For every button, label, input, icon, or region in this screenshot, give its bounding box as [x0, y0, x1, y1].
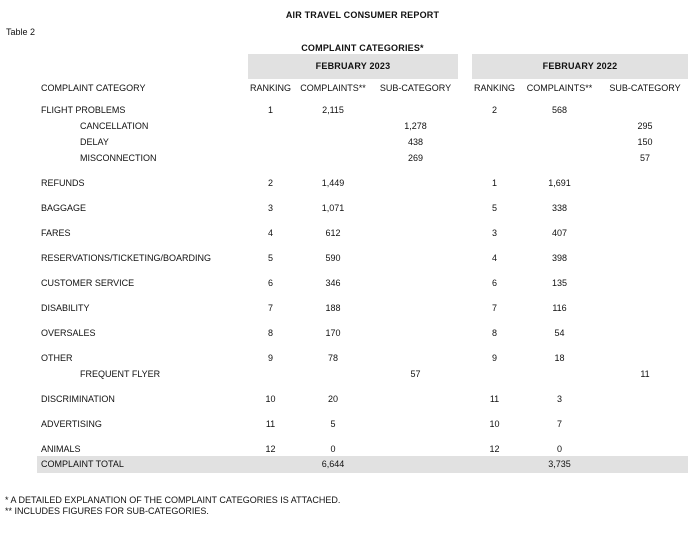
- subcategory-2022-cell: [602, 177, 688, 190]
- table-row: [37, 277, 688, 290]
- ranking-2023-cell: [248, 120, 293, 133]
- total-complaints-2022-cell: 3,735: [548, 459, 571, 469]
- ranking-2023-cell: 1: [267, 105, 273, 115]
- complaints-2023-cell: [293, 368, 373, 381]
- ranking-2023-cell: [248, 368, 293, 381]
- category-cell: ADVERTISING: [41, 419, 102, 429]
- subcategory-2023-cell: [373, 443, 458, 456]
- ranking-2022-cell: [472, 120, 517, 133]
- complaints-2023-cell: 78: [327, 353, 338, 363]
- category-cell: FREQUENT FLYER: [80, 369, 161, 379]
- ranking-2023-cell: 4: [267, 228, 273, 238]
- period-band-feb-2022: FEBRUARY 2022: [472, 54, 688, 79]
- complaints-2022-cell: 398: [551, 253, 568, 263]
- complaints-2022-cell: 54: [554, 328, 565, 338]
- subcategory-2023-cell: 438: [407, 137, 424, 147]
- ranking-2023-cell: 9: [267, 353, 273, 363]
- complaints-2023-cell: 2,115: [322, 105, 344, 115]
- period-band-feb-2023: FEBRUARY 2023: [248, 54, 458, 79]
- subcategory-2022-cell: [602, 352, 688, 365]
- table-row: [37, 443, 688, 456]
- complaints-2023-cell: [293, 136, 373, 149]
- subcategory-2022-cell: [602, 252, 688, 265]
- complaints-2022-cell: 1,691: [548, 178, 571, 188]
- table-row: [37, 368, 688, 381]
- ranking-2023-cell: [248, 136, 293, 149]
- complaints-2023-header: COMPLAINTS**: [300, 83, 366, 93]
- table-row: [37, 418, 688, 431]
- table-row: [37, 352, 688, 365]
- subcategory-2023-cell: 1,278: [404, 121, 427, 131]
- complaints-2022-cell: 116: [552, 303, 567, 313]
- subcategory-2023-cell: [373, 302, 458, 315]
- ranking-2022-cell: 3: [491, 228, 497, 238]
- ranking-2022-cell: 7: [491, 303, 497, 313]
- complaints-2022-cell: 568: [551, 105, 568, 115]
- column-gap: [458, 418, 472, 431]
- period-header-row: [37, 54, 688, 79]
- subcategory-2023-cell: [373, 104, 458, 117]
- subcategory-2022-cell: [602, 227, 688, 240]
- table-number-label: Table 2: [6, 27, 36, 37]
- report-title: AIR TRAVEL CONSUMER REPORT: [285, 10, 440, 20]
- ranking-2023-cell: 6: [267, 278, 273, 288]
- footnotes: [5, 495, 700, 517]
- table-row: [37, 202, 688, 215]
- column-gap: [458, 327, 472, 340]
- ranking-2023-cell: 2: [267, 178, 273, 188]
- category-cell: OTHER: [41, 353, 73, 363]
- table-row: [37, 227, 688, 240]
- complaints-2023-cell: 590: [325, 253, 341, 263]
- subcategory-2022-cell: [602, 277, 688, 290]
- column-gap: [458, 368, 472, 381]
- column-gap: [458, 120, 472, 133]
- ranking-2023-cell: 7: [267, 303, 273, 313]
- subcategory-2023-cell: [373, 202, 458, 215]
- subcategory-2022-cell: [602, 202, 688, 215]
- complaints-2022-cell: [517, 120, 602, 133]
- category-cell: CANCELLATION: [80, 121, 149, 131]
- subcategory-2022-cell: [602, 302, 688, 315]
- total-complaints-2023-cell: 6,644: [321, 459, 345, 469]
- ranking-2022-cell: [472, 152, 517, 165]
- column-gap: [458, 456, 472, 473]
- ranking-2023-header: RANKING: [249, 83, 291, 93]
- table-row: [37, 136, 688, 149]
- ranking-2022-cell: 6: [491, 278, 497, 288]
- ranking-2022-cell: 1: [491, 178, 497, 188]
- ranking-2022-cell: [472, 136, 517, 149]
- complaints-2022-cell: 3: [556, 394, 562, 404]
- column-gap: [458, 352, 472, 365]
- complaints-2023-cell: 1,449: [321, 178, 345, 188]
- complaints-2023-cell: 5: [330, 419, 336, 429]
- column-gap: [458, 252, 472, 265]
- column-gap: [458, 104, 472, 117]
- subcategory-2022-cell: 57: [639, 153, 650, 163]
- category-cell: ANIMALS: [41, 444, 81, 454]
- ranking-2023-cell: 10: [265, 394, 276, 404]
- complaints-2023-cell: 20: [327, 394, 338, 404]
- subcategory-2022-cell: [602, 104, 688, 117]
- column-gap: [458, 152, 472, 165]
- ranking-2022-cell: 9: [491, 353, 497, 363]
- complaints-2022-cell: 7: [556, 419, 562, 429]
- subcategory-2022-cell: 11: [640, 369, 650, 379]
- column-header-row: [37, 82, 688, 95]
- ranking-2022-cell: [472, 368, 517, 381]
- ranking-2022-cell: 11: [489, 394, 500, 404]
- subcategory-2023-cell: [373, 177, 458, 190]
- total-ranking-2022-cell: [472, 456, 517, 473]
- category-cell: DISABILITY: [41, 303, 90, 313]
- subcategory-2023-cell: [373, 393, 458, 406]
- table-title: COMPLAINT CATEGORIES*: [301, 43, 424, 53]
- complaints-2022-cell: 18: [554, 353, 565, 363]
- subcategory-2022-header: SUB-CATEGORY: [609, 83, 681, 93]
- complaints-2022-cell: [517, 368, 602, 381]
- ranking-2023-cell: [248, 152, 293, 165]
- total-label: COMPLAINT TOTAL: [41, 459, 124, 469]
- column-gap: [458, 393, 472, 406]
- footnote-categories-attached: * A DETAILED EXPLANATION OF THE COMPLAINT CATEGORIES IS ATTACHED.: [5, 495, 341, 505]
- subcategory-2022-cell: [602, 327, 688, 340]
- footnote-subcategories: ** INCLUDES FIGURES FOR SUB-CATEGORIES.: [5, 506, 209, 516]
- complaints-2022-cell: 135: [551, 278, 568, 288]
- table-row: [37, 177, 688, 190]
- table-row: [37, 252, 688, 265]
- subcategory-2023-header: SUB-CATEGORY: [379, 83, 452, 93]
- complaints-2023-cell: [293, 120, 373, 133]
- complaints-2023-cell: 612: [325, 228, 341, 238]
- column-gap: [458, 443, 472, 456]
- complaints-2022-cell: [517, 136, 602, 149]
- ranking-2023-cell: 12: [265, 444, 276, 454]
- ranking-2022-header: RANKING: [473, 83, 515, 93]
- column-gap: [458, 277, 472, 290]
- subcategory-2022-cell: [602, 393, 688, 406]
- ranking-2022-cell: 4: [491, 253, 497, 263]
- total-ranking-2023-cell: [248, 456, 293, 473]
- ranking-2022-cell: 5: [491, 203, 497, 213]
- complaints-2022-cell: [517, 152, 602, 165]
- category-cell: OVERSALES: [41, 328, 96, 338]
- table-row: [37, 327, 688, 340]
- category-cell: REFUNDS: [41, 178, 85, 188]
- complaints-2022-cell: 407: [551, 228, 568, 238]
- column-gap: [458, 82, 472, 95]
- column-gap: [458, 227, 472, 240]
- table-row: [37, 302, 688, 315]
- ranking-2023-cell: 5: [267, 253, 273, 263]
- complaints-2023-cell: [293, 152, 373, 165]
- ranking-2022-cell: 10: [489, 419, 500, 429]
- complaints-2022-cell: 0: [556, 444, 562, 454]
- ranking-2023-cell: 8: [267, 328, 273, 338]
- complaints-2022-cell: 338: [551, 203, 568, 213]
- column-gap: [458, 202, 472, 215]
- subcategory-2023-cell: 57: [410, 369, 421, 379]
- subcategory-2022-cell: 295: [637, 121, 653, 131]
- complaint-total-row: [37, 456, 688, 473]
- table-row: [37, 120, 688, 133]
- category-cell: DISCRIMINATION: [41, 394, 115, 404]
- complaints-2023-cell: 188: [325, 303, 341, 313]
- subcategory-2022-cell: 150: [637, 137, 653, 147]
- table-row: [37, 104, 688, 117]
- complaint-category-header: COMPLAINT CATEGORY: [41, 83, 146, 93]
- category-cell: FARES: [41, 228, 71, 238]
- column-gap: [458, 177, 472, 190]
- subcategory-2023-cell: [373, 352, 458, 365]
- complaints-2023-cell: 346: [325, 278, 341, 288]
- category-cell: BAGGAGE: [41, 203, 87, 213]
- table-body: [37, 104, 688, 456]
- category-cell: CUSTOMER SERVICE: [41, 278, 135, 288]
- subcategory-2023-cell: [373, 227, 458, 240]
- subcategory-2022-cell: [602, 443, 688, 456]
- subcategory-2023-cell: [373, 418, 458, 431]
- table-row: [37, 152, 688, 165]
- complaints-2023-cell: 170: [325, 328, 341, 338]
- category-cell: MISCONNECTION: [80, 153, 157, 163]
- subcategory-2023-cell: 269: [407, 153, 424, 163]
- ranking-2022-cell: 8: [491, 328, 497, 338]
- category-cell: RESERVATIONS/TICKETING/BOARDING: [41, 253, 212, 263]
- complaints-2023-cell: 0: [330, 444, 336, 454]
- subcategory-2023-cell: [373, 277, 458, 290]
- ranking-2023-cell: 3: [267, 203, 273, 213]
- category-cell: FLIGHT PROBLEMS: [41, 105, 126, 115]
- total-subcategory-2022-cell: [602, 456, 688, 473]
- total-subcategory-2023-cell: [373, 456, 458, 473]
- category-cell: DELAY: [80, 137, 109, 147]
- ranking-2022-cell: 12: [489, 444, 500, 454]
- column-gap: [458, 136, 472, 149]
- table-row: [37, 393, 688, 406]
- ranking-2022-cell: 2: [491, 105, 497, 115]
- ranking-2023-cell: 11: [265, 419, 276, 429]
- subcategory-2023-cell: [373, 327, 458, 340]
- complaints-2022-header: COMPLAINTS**: [526, 83, 593, 93]
- subcategory-2022-cell: [602, 418, 688, 431]
- complaints-2023-cell: 1,071: [321, 203, 345, 213]
- subcategory-2023-cell: [373, 252, 458, 265]
- column-gap: [458, 302, 472, 315]
